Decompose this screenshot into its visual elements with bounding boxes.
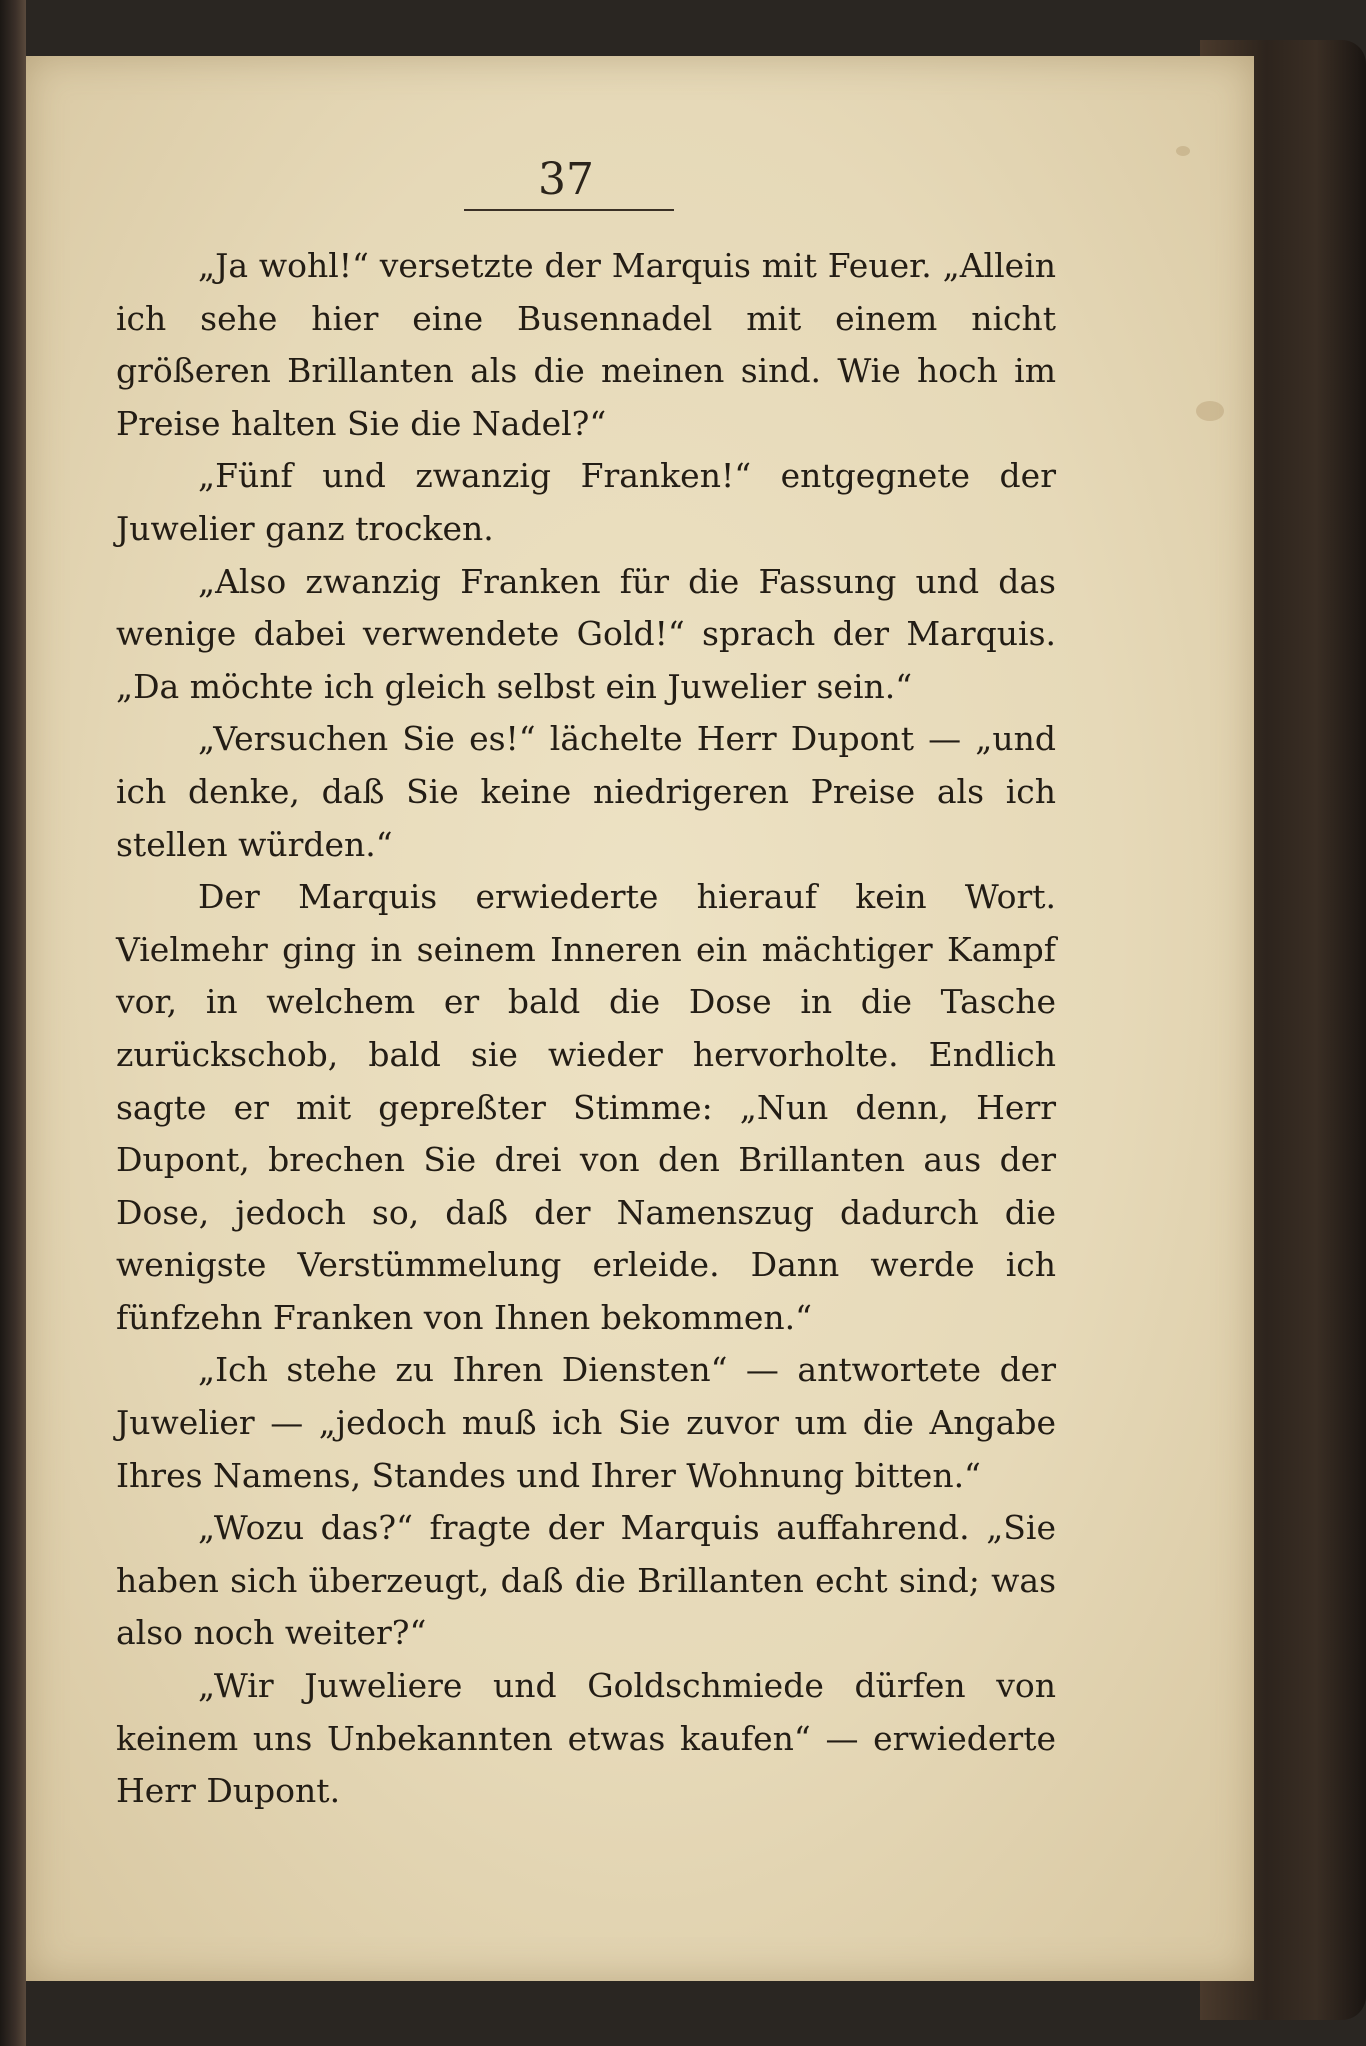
paragraph: „Ja wohl!“ versetzte der Marquis mit Feuer. „Allein ich sehe hier eine Busennadel mit einem nicht größeren Brillanten als die meinen sind. Wie hoch im Preise halten Sie die Nadel?“: [116, 246, 1056, 443]
paragraph: Der Marquis erwiederte hierauf kein Wort. Vielmehr ging in seinem Inneren ein mächtiger Kampf vor, in welchem er bald die Dose in die Tasche zurückschob, bald sie wieder hervorholte. Endlich sagte er mit gepreßter Stimme: „Nun denn, Herr Dupont, brechen Sie drei von den Brillanten aus der Dose, jedoch so, daß der Namenszug dadurch die wenigste Verstümmelung erleide. Dann werde ich fünfzehn Franken von Ihnen bekommen.“: [116, 877, 1056, 1337]
header-rule: [464, 209, 674, 211]
body-text: [116, 240, 1056, 1818]
paragraph: „Wir Juweliere und Goldschmiede dürfen von keinem uns Unbekannten etwas kaufen“ — erwiederte Herr Dupont.: [116, 1666, 1056, 1811]
book-gutter: [0, 0, 26, 2046]
paragraph: „Versuchen Sie es!“ lächelte Herr Dupont — „und ich denke, daß Sie keine niedrigeren Preise als ich stellen würden.“: [116, 719, 1056, 864]
paragraph: „Also zwanzig Franken für die Fassung und das wenige dabei verwendete Gold!“ sprach der Marquis. „Da möchte ich gleich selbst ein Juwelier sein.“: [116, 561, 1056, 706]
page-sheet: [26, 56, 1254, 1981]
paragraph: „Fünf und zwanzig Franken!“ entgegnete der Juwelier ganz trocken.: [116, 456, 1056, 548]
paragraph: „Ich stehe zu Ihren Diensten“ — antwortete der Juwelier — „jedoch muß ich Sie zuvor um die Angabe Ihres Namens, Standes und Ihrer Wohnung bitten.“: [116, 1350, 1056, 1495]
paper-stain: [1176, 146, 1190, 156]
page-number: 37: [538, 154, 594, 205]
paragraph: „Wozu das?“ fragte der Marquis auffahrend. „Sie haben sich überzeugt, daß die Brillanten echt sind; was also noch weiter?“: [116, 1508, 1056, 1653]
paper-stain: [1196, 401, 1224, 421]
